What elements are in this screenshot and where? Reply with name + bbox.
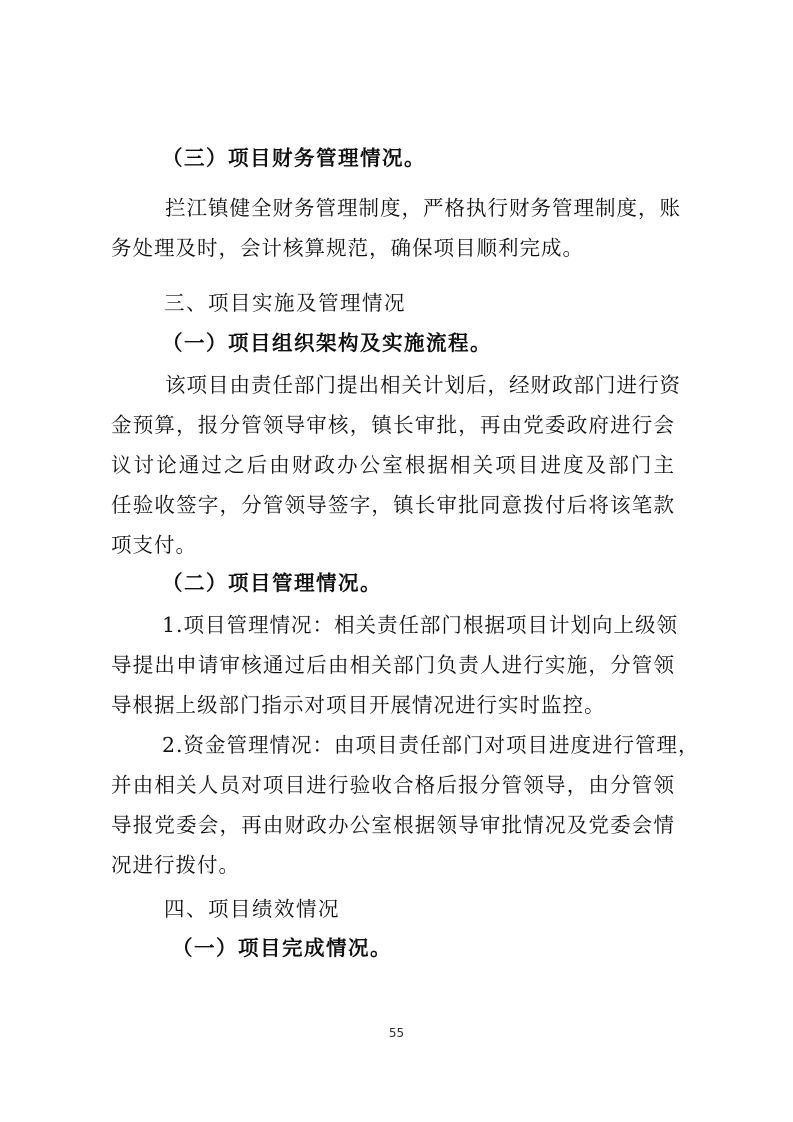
paragraph-line: 导报党委会，再由财政办公室根据领导审批情况及党委会情 <box>111 813 675 837</box>
paragraph-line: 导提出申请审核通过后由相关部门负责人进行实施，分管领 <box>111 653 675 677</box>
section-heading-organization: （一）项目组织架构及实施流程。 <box>162 331 492 355</box>
paragraph-line: 务处理及时，会计核算规范，确保项目顺利完成。 <box>111 236 584 260</box>
paragraph-line: 该项目由责任部门提出相关计划后，经财政部门进行资 <box>165 373 681 397</box>
page-number: 55 <box>388 1026 405 1040</box>
paragraph-line: 并由相关人员对项目进行验收合格后报分管领导，由分管领 <box>111 773 675 797</box>
paragraph-line: 导根据上级部门指示对项目开展情况进行实时监控。 <box>111 693 606 717</box>
paragraph-line: 1.项目管理情况：相关责任部门根据项目计划向上级领 <box>162 613 679 637</box>
chapter-heading-performance: 四、项目绩效情况 <box>164 897 340 921</box>
chapter-heading-implementation: 三、项目实施及管理情况 <box>164 291 406 315</box>
section-heading-project-management: （二）项目管理情况。 <box>162 571 382 595</box>
paragraph-line: 况进行拨付。 <box>111 853 240 877</box>
paragraph-line: 2.资金管理情况：由项目责任部门对项目进度进行管理， <box>162 733 700 757</box>
paragraph-line: 任验收签字，分管领导签字，镇长审批同意拨付后将该笔款 <box>111 493 675 517</box>
paragraph-line: 金预算，报分管领导审核，镇长审批，再由党委政府进行会 <box>111 413 675 437</box>
paragraph-line: 拦江镇健全财务管理制度，严格执行财务管理制度，账 <box>165 196 681 220</box>
section-heading-finance-management: （三）项目财务管理情况。 <box>162 146 426 170</box>
paragraph-line: 议讨论通过之后由财政办公室根据相关项目进度及部门主 <box>111 453 675 477</box>
section-heading-completion: （一）项目完成情况。 <box>172 936 392 960</box>
paragraph-line: 项支付。 <box>111 533 197 557</box>
